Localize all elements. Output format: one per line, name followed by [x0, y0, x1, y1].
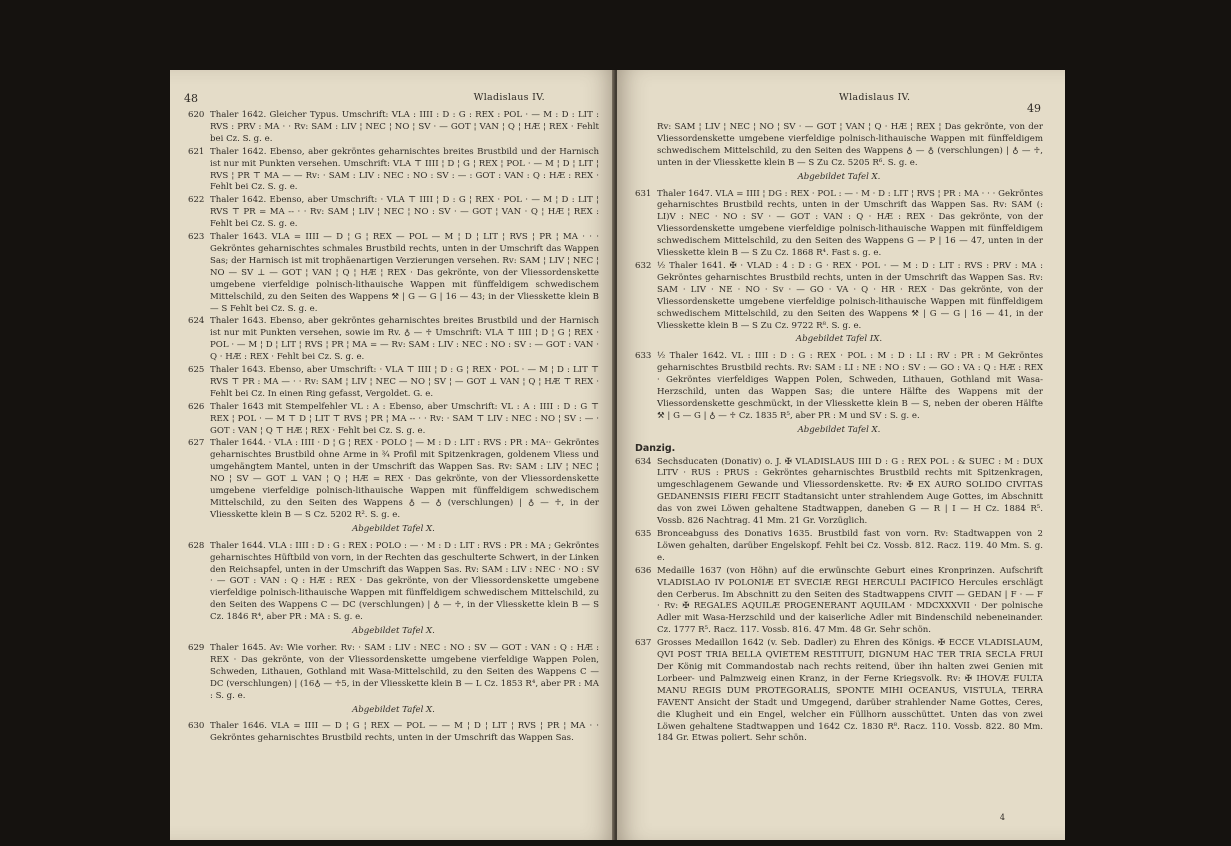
entry-text: Bronceabguss des Donativs 1635. Brustbild fast von vorn. Rv: Stadtwappen von 2 Löwen gehalten, darüber Engelskopf. Fehlt bei Cz. Vossb. 812. Racz. 119. 40 Mm. S. g. e.: [657, 529, 1043, 563]
catalogue-entry: [188, 195, 599, 231]
entry-number: 629: [188, 642, 205, 653]
catalogue-entry: [188, 232, 599, 315]
catalogue-entry: [188, 402, 599, 438]
catalogue-entry: [635, 457, 1043, 528]
entry-number: 637: [635, 638, 652, 649]
entry-number: 627: [188, 438, 205, 449]
entry-number: 631: [635, 188, 652, 199]
left-page: [170, 70, 615, 840]
catalogue-entry: [188, 643, 599, 703]
entry-number: 632: [635, 260, 652, 271]
entry-text: Sechsducaten (Donativ) o. J. ✠ VLADISLAUS IIII D : G : REX POL : & SUEC : M : DUX LITV · RUS : PRUS : Gekröntes geharnischtes Brustbild rechts mit Spitzenkragen, umgeschlagenem Gewande und Vliessordenskette. Rv: ✠ EX AURO SOLIDO CIVITAS GEDANENSIS FIERI FECIT Stadtansicht unter strahlendem Auge Gottes, im Abschnitt das von zwei Löwen gehaltene Stadtwappen, daneben G — R | I — H Cz. 1884 R⁵. Vossb. 826 Nachtrag. 41 Mm. 21 Gr. Vorzüglich.: [657, 456, 1043, 527]
entry-number: 620: [188, 110, 205, 120]
plate-caption: Abgebildet Tafel X.: [797, 424, 881, 435]
entry-number: 628: [188, 540, 205, 551]
catalogue-entry: [635, 529, 1043, 565]
entry-text: Thaler 1643. Ebenso, aber Umschrift: · VLA ⊤ IIII ¦ D : G ¦ REX · POL · — M ¦ D : LIT ⊤ RVS ⊤ PR : MA — · · Rv: SAM ¦ LIV ¦ NEC — NO ¦ SV ¦ — GOT ⊥ VAN ¦ Q ¦ HÆ ⊤ REX · Fehlt bei Cz. In einen Ring gefasst, Vergoldet. G. e.: [210, 365, 599, 399]
entry-text: Thaler 1643. Ebenso, aber gekröntes geharnischtes breites Brustbild und der Harnisch ist nur mit Punkten versehen, sowie im Rv. ♁ — ♱ Umschrift: VLA ⊤ IIII ¦ D ¦ G ¦ REX · POL · — M ¦ D ¦ LIT ¦ RVS ¦ PR ¦ MA = — Rv: SAM : LIV : NEC : NO : SV : — GOT : VAN · Q · HÆ : REX · Fehlt bei Cz. S. g. e.: [210, 316, 599, 363]
catalogue-entry: [188, 147, 599, 195]
catalogue-entry: [188, 438, 599, 521]
entry-text: ½ Thaler 1642. VL : IIII : D : G : REX · POL : M : D : LI : RV : PR : M Gekröntes geharnischtes Brustbild rechts. Rv: SAM : LI : NE : NO : SV : — GO : VA : Q : HÆ : REX · Gekröntes vierfeldiges Wappen Polen, Schweden, Lithauen, Gothland mit Wasa-Herzschild, unten das Wappen Sas; die untere Hälfte des Wappens mit der Vliessordenskette geschmückt, in der Vliesskette klein B — S, neben der oberen Hälfte ⚒ | G — G | ♁ — ♱ Cz. 1835 R⁵, aber PR : M und SV : S. g. e.: [657, 351, 1043, 421]
catalogue-entry: [635, 189, 1043, 260]
entry-number: 634: [635, 456, 652, 467]
catalogue-entry: [188, 721, 599, 745]
entry-number: 621: [188, 146, 205, 157]
right-page-number: 49: [1027, 102, 1041, 115]
entry-text: Thaler 1645. Av: Wie vorher. Rv: · SAM : LIV : NEC : NO : SV — GOT : VAN : Q : HÆ : REX · Das gekrönte, von der Vliessordenskette umgebene vierfeldige Wappen Polen, Schweden, Lithauen, Gothland mit Wasa-Mittelschild, zu den Seiten des Wappens C — DC (verschlungen) | (16♁ — ♱5, in der Vliesskette klein B — L Cz. 1853 R⁴, aber PR : MA : S. g. e.: [210, 642, 599, 701]
plate-caption: Abgebildet Tafel X.: [352, 523, 435, 534]
entry-number: 624: [188, 316, 205, 327]
left-page-text: [188, 110, 599, 746]
catalogue-entry: [188, 316, 599, 364]
left-page-number: 48: [184, 92, 198, 105]
catalogue-entry: [635, 122, 1043, 170]
entry-number: 626: [188, 401, 205, 412]
plate-caption: Abgebildet Tafel IX.: [795, 334, 883, 345]
plate-caption: Abgebildet Tafel X.: [352, 626, 435, 637]
entry-text: Thaler 1643. VLA = IIII — D ¦ G ¦ REX — POL — M ¦ D ¦ LIT ¦ RVS ¦ PR ¦ MA · · · Gekröntes geharnischtes schmales Brustbild rechts, unten in der Umschrift das Wappen Sas; der Harnisch ist mit trophäenartigen Verzierungen versehen. Rv: SAM ¦ LIV ¦ NEC ¦ NO — SV ⊥ — GOT ¦ VAN ¦ Q ¦ HÆ ¦ REX · Das gekrönte, von der Vliessordenskette umgebene vierfeldige polnisch-lithauische Wappen mit fünffeldigem schwedischem Mittelschild, zu den Seiten des Wappens ⚒ | G — G | 16 — 43; in der Vliesskette klein B — S Fehlt bei Cz. S. g. e.: [210, 232, 599, 314]
plate-caption: Abgebildet Tafel X.: [797, 171, 881, 182]
catalogue-entry: [188, 110, 599, 146]
entry-text: Thaler 1642. Ebenso, aber Umschrift: · VLA ⊤ IIII ¦ D : G ¦ REX · POL · — M ¦ D : LIT ¦ RVS ⊤ PR = MA -- · · Rv: SAM ¦ LIV ¦ NEC ¦ NO : SV · — GOT ¦ VAN · Q ¦ HÆ ¦ REX : Fehlt bei Cz. S. g. e.: [210, 195, 599, 230]
entry-text: Thaler 1647. VLA = IIII ¦ DG : REX · POL : — · M · D : LIT ¦ RVS ¦ PR : MA · · · Gekröntes geharnischtes Brustbild rechts, unten in der Umschrift das Wappen Sas. Rv: SAM (: LI)V : NEC · NO : SV · — GOT : VAN : Q · HÆ : REX · Das gekrönte, von der Vliessordenskette umgebene vierfeldige polnisch-lithauische Wappen mit fünffeldigem schwedischem Mittelschild, zu den Seiten des Wappens G — P | 16 — 47, unten in der Vliesskette klein B — S Zu Cz. 1868 R⁴. Fast s. g. e.: [657, 188, 1043, 259]
catalogue-entry: [635, 261, 1043, 332]
entry-text: Thaler 1644. · VLA : IIII · D ¦ G ¦ REX · POLO ¦ — M : D : LIT : RVS : PR : MA·· Gekröntes geharnischtes Brustbild ohne Arme in ¾ Profil mit Spitzenkragen, goldenem Vliess und umgehängtem Mantel, unten in der Umschrift das Wappen Sas. Rv: SAM : LIV ¦ NEC ¦ NO ¦ SV — GOT ⊥ VAN ¦ Q ¦ HÆ = REX · Das gekrönte, von der Vliessordenskette umgebene vierfeldige polnisch-lithauische Wappen mit fünffeldigem schwedischem Mittelschild, zu den Seiten des Wappens ♁ — ♁ (verschlungen) | ♁ — ♱, in der Vliesskette klein B — S Cz. 5202 R². S. g. e.: [210, 438, 599, 520]
entry-number: 635: [635, 529, 652, 539]
entry-text: ½ Thaler 1641. ✠ · VLAD : 4 : D : G · REX · POL · — M : D : LIT : RVS : PRV : MA : Gekröntes geharnischtes Brustbild rechts, unten in der Umschrift das Wappen Sas. Rv: SAM · LIV · NE · NO · Sv · — GO · VA · Q · HR · REX · Das gekrönte, von der Vliessordenskette umgebene vierfeldige polnisch-lithauische Wappen mit fünffeldigem schwedischem Mittelschild, zu den Seiten des Wappens ⚒ | G — G | 16 — 41, in der Vliesskette klein B — S Zu Cz. 9722 R⁸. S. g. e.: [657, 260, 1043, 331]
entry-number: 625: [188, 365, 205, 376]
right-page-text: [635, 122, 1043, 746]
plate-caption: Abgebildet Tafel X.: [352, 704, 435, 715]
entry-number: 622: [188, 195, 205, 206]
catalogue-entry: [635, 638, 1043, 745]
entry-text: Thaler 1646. VLA = IIII — D ¦ G ¦ REX — POL — — M ¦ D ¦ LIT ¦ RVS ¦ PR ¦ MA · · Gekröntes geharnischtes Brustbild rechts, unten in der Umschrift das Wappen Sas.: [210, 721, 599, 744]
entry-text: Thaler 1642. Ebenso, aber gekröntes geharnischtes breites Brustbild und der Harnisch ist nur mit Punkten versehen. Umschrift: VLA ⊤ IIII ¦ D ¦ G ¦ REX ¦ POL · — M ¦ D ¦ LIT ¦ RVS ¦ PR ⊤ MA — — Rv: · SAM : LIV : NEC : NO : SV : — : GOT : VAN : Q : HÆ : REX · Fehlt bei Cz. S. g. e.: [210, 146, 599, 193]
entry-text: Thaler 1644. VLA : IIII : D : G : REX : POLO : — · M : D : LIT : RVS : PR : MA ; Gekröntes geharnischtes Hüftbild von vorn, in der Rechten das geschulterte Schwert, in der Linken den Reichsapfel, unten in der Umschrift das Wappen Sas. Rv: SAM : LIV : NEC · NO : SV · — GOT : VAN : Q : HÆ : REX · Das gekrönte, von der Vliessordenskette umgebene vierfeldige polnisch-lithauische Wappen mit fünffeldigem schwedischem Mittelschild, zu den Seiten des Wappens C — DC (verschlungen) | ♁ — ♱, in der Vliesskette klein B — S Cz. 1846 R⁴, aber PR : MA : S. g. e.: [210, 540, 599, 623]
footer-mark: 4: [999, 813, 1005, 822]
catalogue-entry: [635, 566, 1043, 637]
entry-text: Thaler 1643 mit Stempelfehler VL : A : Ebenso, aber Umschrift: VL : A : IIII : D : G ⊤ REX ¦ POL · — M ⊤ D ¦ LIT ⊤ RVS ¦ PR ¦ MA -- · · Rv: · SAM ⊤ LIV : NEC : NO ¦ SV : — · GOT : VAN ¦ Q ⊤ HÆ ¦ REX · Fehlt bei Cz. S. g. e.: [210, 401, 599, 436]
entry-text: Thaler 1642. Gleicher Typus. Umschrift: VLA : IIII : D : G : REX : POL · — M : D : LIT : RVS : PRV : MA · · Rv: SAM : LIV ¦ NEC ¦ NO ¦ SV · — GOT ¦ VAN ¦ Q ¦ HÆ ¦ REX · Fehlt bei Cz. S. g. e.: [210, 110, 599, 144]
section-heading: Danzig.: [635, 442, 676, 454]
left-running-head: Wladislaus IV.: [473, 92, 545, 103]
entry-text: Grosses Medaillon 1642 (v. Seb. Dadler) zu Ehren des Königs. ✠ ECCE VLADISLAUM, QVI POST TRIA BELLA QVIETEM RESTITUIT, DIGNUM HAC TER TRIA SECLA FRUI Der König mit Commandostab nach rechts reitend, über ihn halten zwei Genien mit Lorbeer- und Palmzweig einen Kranz, in der Ferne Kriegsvolk. Rv: ✠ IHOVÆ FULTA MANU REGIS DUM PROTEGORALIS, SPONTE MIHI OCEANUS, VISTULA, TERRA FAVENT Ansicht der Stadt und Umgegend, darüber strahlender Name Gottes, Ceres, die Klugheit und ein Engel, welcher ein Füllhorn ausschüttet. Unten das von zwei Löwen gehaltene Stadtwappen und 1642 Cz. 1830 R⁸. Racz. 110. Vossb. 822. 80 Mm. 184 Gr. Etwas poliert. Sehr schön.: [657, 638, 1043, 744]
entry-number: 636: [635, 565, 652, 576]
catalogue-entry: [188, 541, 599, 624]
entry-number: 633: [635, 351, 652, 362]
catalogue-entry: [188, 365, 599, 401]
entry-text: Medaille 1637 (von Höhn) auf die erwünschte Geburt eines Kronprinzen. Aufschrift VLADISLAO IV POLONIÆ ET SVECIÆ REGI HERCULI PACIFICO Hercules erschlägt den Cerberus. Im Abschnitt zu den Seiten des Stadtwappens CIVIT — GEDAN | F · — F · Rv: ✠ REGALES AQUILÆ PROGENERANT AQUILAM · MDCXXXVII · Der polnische Adler mit Wasa-Herzschild und der kaiserliche Adler mit Bindenschild nebeneinander. Cz. 1777 R⁵. Racz. 117. Vossb. 816. 47 Mm. 48 Gr. Sehr schön.: [657, 565, 1043, 636]
entry-number: 630: [188, 721, 205, 732]
entry-number: 623: [188, 232, 205, 243]
entry-text: Rv: SAM ¦ LIV ¦ NEC ¦ NO ¦ SV · — GOT ¦ VAN ¦ Q · HÆ ¦ REX ¦ Das gekrönte, von der Vliessordenskette umgebene vierfeldige polnisch-lithauische Wappen mit fünffeldigem schwedischem Mittelschild, zu den Seiten des Wappens ♁ — ♁ (verschlungen) | ♁ — ♱, unten in der Vliesskette klein B — S Zu Cz. 5205 R⁶. S. g. e.: [657, 122, 1043, 168]
right-running-head: Wladislaus IV.: [839, 92, 911, 103]
catalogue-entry: [635, 351, 1043, 422]
right-page: [617, 70, 1065, 840]
